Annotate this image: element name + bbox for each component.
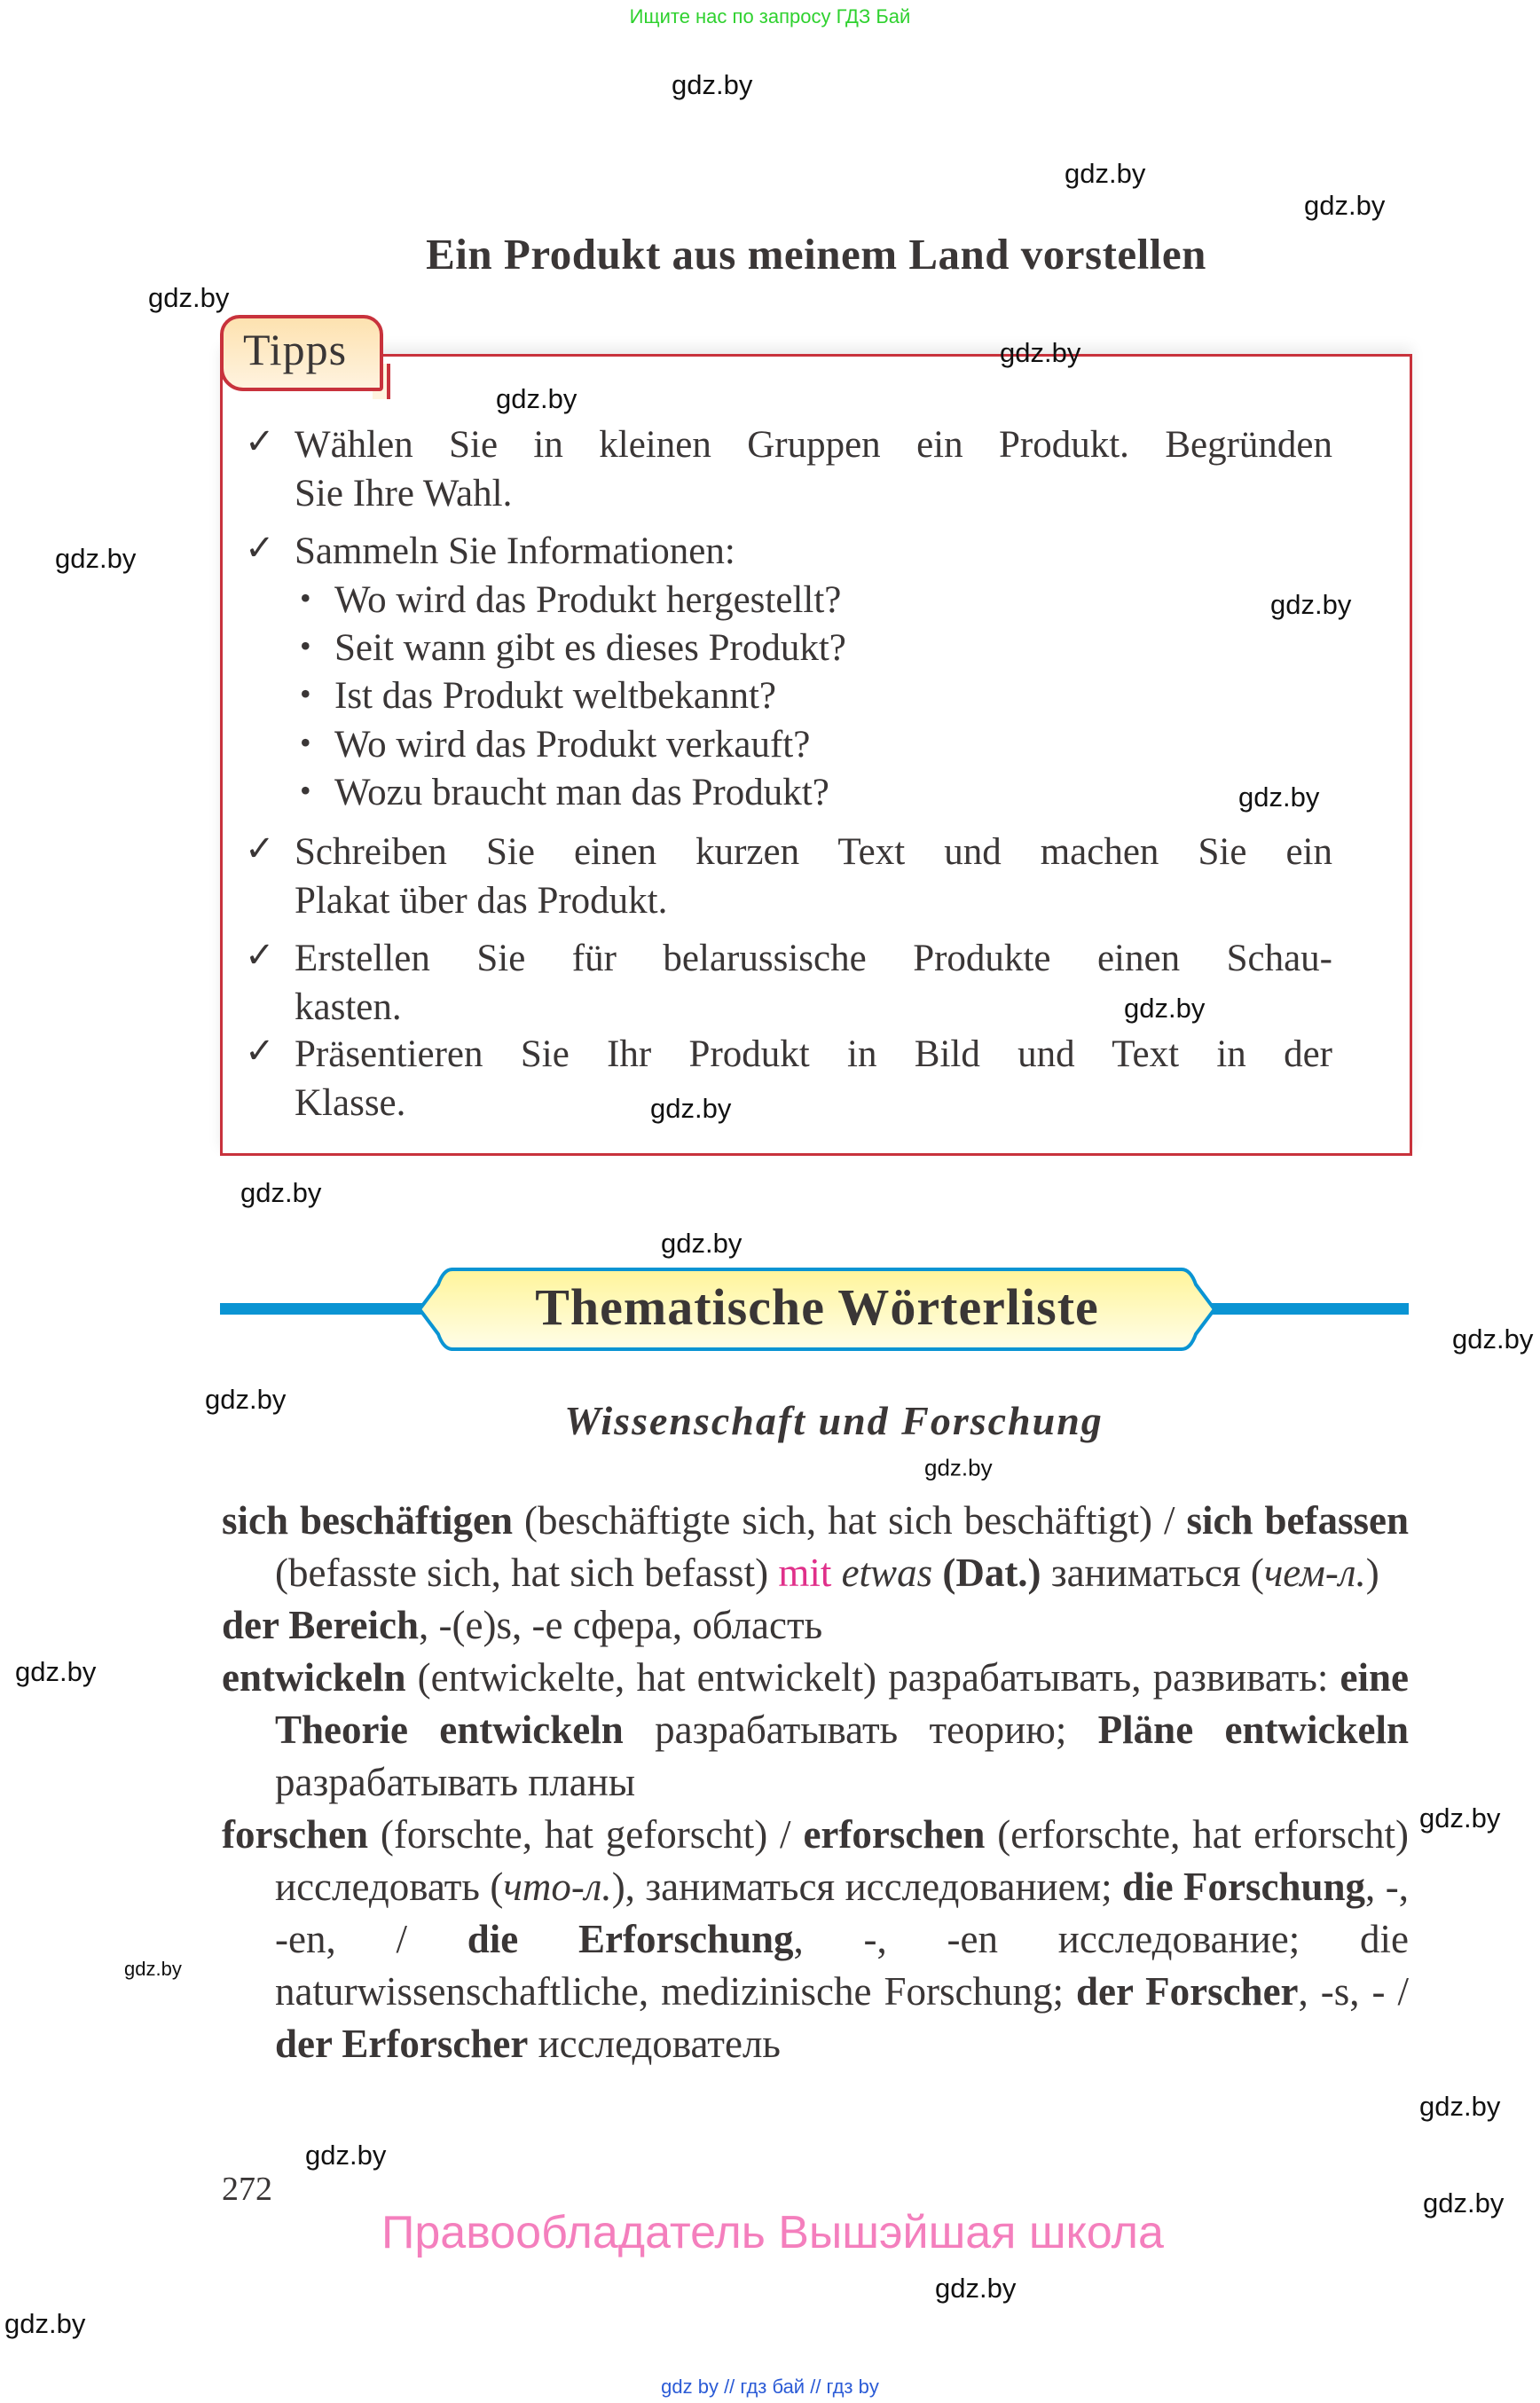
entry-text bbox=[831, 1551, 841, 1595]
watermark: gdz.by bbox=[1065, 158, 1146, 189]
entry-text: (beschäftigte sich, hat sich beschäftigt) / bbox=[513, 1498, 1187, 1543]
tip-line: Plakat über das Produkt. bbox=[295, 880, 668, 922]
watermark: gdz.by bbox=[496, 383, 578, 414]
watermark: gdz.by bbox=[1238, 781, 1320, 813]
watermark: gdz.by bbox=[1419, 1802, 1501, 1834]
watermark: gdz.by bbox=[1000, 337, 1081, 368]
entry-italic: что-л. bbox=[503, 1865, 612, 1909]
check-icon: ✓ bbox=[245, 935, 275, 975]
watermark: gdz.by bbox=[672, 69, 753, 100]
entry-text: , -(e)s, -e сфера, область bbox=[419, 1603, 823, 1647]
entry-text: , -, -en исследование; die naturwissenschaftliche, medizinische Forschung; bbox=[275, 1917, 1409, 2014]
tip-line: kasten. bbox=[295, 986, 402, 1028]
tip-subline: Wo wird das Produkt verkauft? bbox=[334, 724, 811, 766]
entry-text: (forschte, hat geforscht) / bbox=[367, 1812, 804, 1857]
watermark: gdz.by bbox=[650, 1093, 732, 1124]
entry-text: , -, -en, / bbox=[275, 1865, 1409, 1961]
check-icon: ✓ bbox=[245, 828, 275, 868]
tip-line: Sammeln Sie Informationen: bbox=[295, 530, 735, 572]
tip-line: Präsentieren Sie Ihr Produkt in Bild und Text in der bbox=[295, 1033, 1332, 1075]
headword: forschen bbox=[222, 1812, 368, 1857]
watermark: gdz.by bbox=[148, 282, 230, 313]
watermark: gdz.by bbox=[1452, 1323, 1534, 1355]
watermark: gdz.by bbox=[924, 1454, 993, 1481]
headword: der Bereich bbox=[222, 1603, 420, 1647]
bullet-icon: • bbox=[300, 773, 311, 808]
word-entry bbox=[222, 1809, 1409, 2070]
headword: die Forschung bbox=[1122, 1865, 1366, 1909]
tip-subline: Wozu braucht man das Produkt? bbox=[334, 772, 829, 813]
entry-text: ) bbox=[1365, 1551, 1379, 1595]
watermark: gdz.by bbox=[661, 1228, 742, 1259]
entry-italic: etwas bbox=[841, 1551, 933, 1595]
phrase: Pläne entwickeln bbox=[1097, 1708, 1409, 1752]
wordlist-title: Thematische Wörterliste bbox=[535, 1278, 1099, 1336]
phrase: eine Theorie entwickeln bbox=[275, 1655, 1409, 1752]
watermark: gdz.by bbox=[124, 1958, 182, 1980]
watermark: gdz.by bbox=[935, 2273, 1017, 2304]
entry-text: (erforschte, hat erforscht) исследовать ( bbox=[275, 1812, 1409, 1909]
tip-subline: Ist das Produkt weltbekannt? bbox=[334, 675, 776, 717]
watermark: gdz.by bbox=[240, 1177, 322, 1208]
footer-links[interactable]: gdz by // гдз бай // гдз by bbox=[661, 2376, 879, 2398]
tip-line: Schreiben Sie einen kurzen Text und machen Sie ein bbox=[295, 831, 1332, 873]
tip-line: Klasse. bbox=[295, 1082, 406, 1124]
page-title: Ein Produkt aus meinem Land vorstellen bbox=[426, 230, 1206, 279]
tip-line: Sie Ihre Wahl. bbox=[295, 473, 513, 514]
watermark: gdz.by bbox=[55, 543, 137, 574]
bullet-icon: • bbox=[300, 580, 311, 616]
entry-italic: чем-л. bbox=[1263, 1551, 1366, 1595]
top-search-note: Ищите нас по запросу ГДЗ Бай bbox=[629, 5, 911, 27]
check-icon: ✓ bbox=[245, 528, 275, 568]
word-entry bbox=[222, 1599, 1409, 1652]
bullet-icon: • bbox=[300, 725, 311, 760]
watermark: gdz.by bbox=[1423, 2187, 1505, 2218]
entry-text: (entwickelte, hat entwickelt) разрабатывать, развивать: bbox=[405, 1655, 1340, 1700]
watermark: gdz.by bbox=[1124, 993, 1206, 1024]
bullet-icon: • bbox=[300, 676, 311, 711]
watermark: gdz.by bbox=[15, 1656, 97, 1687]
tips-tab bbox=[220, 315, 383, 391]
entry-text: исследователь bbox=[528, 2022, 781, 2066]
entry-text: (befasste sich, hat sich befasst) bbox=[275, 1551, 779, 1595]
watermark: gdz.by bbox=[1304, 190, 1386, 221]
headword: die Erforschung bbox=[467, 1917, 794, 1961]
watermark: gdz.by bbox=[305, 2140, 387, 2171]
watermark: gdz.by bbox=[205, 1384, 287, 1415]
headword: der Forscher bbox=[1075, 1969, 1299, 2014]
headword: der Erforscher bbox=[275, 2022, 529, 2066]
tip-line: Erstellen Sie für belarussische Produkte einen Schau- bbox=[295, 938, 1332, 979]
copyright-holder: Правообладатель Вышэйшая школа bbox=[381, 2207, 1164, 2258]
entry-text: , -s, - / bbox=[1298, 1969, 1409, 2014]
watermark: gdz.by bbox=[1270, 589, 1352, 620]
tips-label: Tipps bbox=[243, 325, 348, 374]
tip-subline: Wo wird das Produkt hergestellt? bbox=[334, 579, 842, 621]
entry-text: заниматься ( bbox=[1041, 1551, 1264, 1595]
word-entry bbox=[222, 1652, 1409, 1809]
page-number: 272 bbox=[222, 2171, 272, 2208]
bullet-icon: • bbox=[300, 628, 311, 664]
headword: erforschen bbox=[803, 1812, 986, 1857]
headword: entwickeln bbox=[222, 1655, 406, 1700]
entry-text: разрабатывать теорию; bbox=[623, 1708, 1098, 1752]
watermark: gdz.by bbox=[1419, 2091, 1501, 2122]
preposition: mit bbox=[778, 1551, 832, 1595]
watermark: gdz.by bbox=[4, 2308, 86, 2339]
entry-text: ), заниматься исследованием; bbox=[611, 1865, 1123, 1909]
headword: sich beschäftigen bbox=[222, 1498, 513, 1543]
word-list bbox=[222, 1495, 1409, 2070]
entry-text: разрабатывать планы bbox=[275, 1760, 636, 1804]
check-icon: ✓ bbox=[245, 1031, 275, 1071]
case-label: (Dat.) bbox=[942, 1551, 1041, 1595]
word-entry bbox=[222, 1495, 1409, 1599]
tip-line: Wählen Sie in kleinen Gruppen ein Produkt. Begründen bbox=[295, 424, 1332, 466]
check-icon: ✓ bbox=[245, 421, 275, 461]
entry-text bbox=[932, 1551, 942, 1595]
tip-subline: Seit wann gibt es dieses Produkt? bbox=[334, 627, 846, 669]
wordlist-subtitle: Wissenschaft und Forschung bbox=[564, 1398, 1104, 1443]
headword: sich befassen bbox=[1186, 1498, 1410, 1543]
